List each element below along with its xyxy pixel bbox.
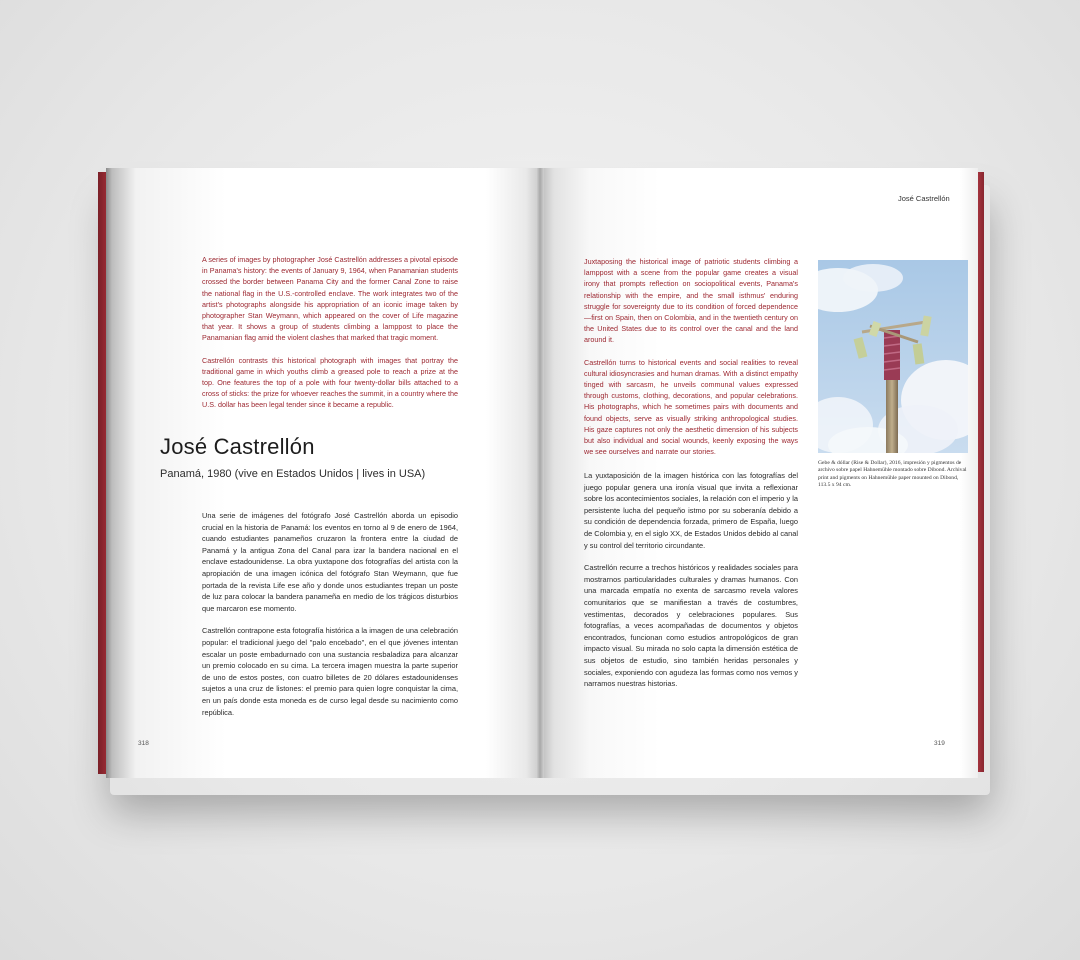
greased-pole-photo <box>818 260 968 453</box>
artist-name: José Castrellón <box>160 434 315 459</box>
artwork-photo <box>818 260 968 453</box>
page-number-left: 318 <box>138 740 149 747</box>
right-page <box>540 168 978 778</box>
left-page <box>106 168 540 778</box>
spanish-paragraph: Una serie de imágenes del fotógrafo José Castrellón aborda un episodio crucial en la historia de Panamá: los eventos en torno al 9 de enero de 1964, cuando estudiantes panameños cruzaron la frontera entre la ciudad de Panamá y la antigua Zona del Canal para izar la bandera nacional en el enclave estadounidense. La obra yuxtapone dos fotografías del artista con la apropiación de una imagen icónica del fotógrafo Stan Weymann, que fue portada de la revista Life ese año y donde unos estudiantes trepan un poste de luz para colocar la bandera panameña en medio de los trágicos disturbios que marcaron ese momento. <box>202 511 458 613</box>
running-head: José Castrellón <box>898 194 950 203</box>
artist-subtitle: Panamá, 1980 (vive en Estados Unidos | lives in USA) <box>160 468 426 480</box>
spanish-text-block-left <box>202 510 458 718</box>
english-paragraph: A series of images by photographer José Castrellón addresses a pivotal episode in Panama's history: the events of January 9, 1964, when Panamanian students crossed the border between Panama City and the former Canal Zone to raise the national flag in the U.S.-controlled enclave. The work integrates two of the artist's photographs alongside his appropriation of an iconic image taken by photographer Stan Weymann, which appeared on the cover of Life magazine that year. It shows a group of students climbing a lamppost to place the Panamanian flag amid the violent clashes that marked that tragic moment. <box>202 255 458 343</box>
artwork-caption: Gebe & dóllar (Rise & Dollar), 2016, impresión y pigmentos de archivo sobre papel Hahnemühle montado sobre Dibond. Archival print and pigments on Hahnemühle paper mounted on Dibond, 113.5 x 94 cm. <box>818 460 967 489</box>
english-text-block-right <box>584 256 798 457</box>
spanish-text-block-right <box>584 470 798 690</box>
english-paragraph: Castrellón contrasts this historical photograph with images that portray the traditional game in which youths climb a greased pole to reach a prize at the top. One features the top of a pole with four twenty-dollar bills attached to a cross of sticks: the prize for whoever reaches the summit, in a country where the U.S. dollar has been legal tender since it became a republic. <box>202 355 458 410</box>
english-paragraph: Castrellón turns to historical events and social realities to reveal cultural idiosyncrasies and human dramas. With a distinct empathy tinged with sarcasm, he unveils communal values expressed through customs, clothing, decorations, and popular celebrations. His photographs, which he sometimes pairs with documents and found objects, serve as visually striking anthropological studies. His gaze captures not only the aesthetic dimension of his subjects but also individual and social wounds, keenly exposing the ways we see ourselves and narrate our stories. <box>584 357 798 457</box>
page-number-right: 319 <box>934 740 945 747</box>
book-gutter <box>536 168 544 778</box>
spanish-paragraph: Castrellón contrapone esta fotografía histórica a la imagen de una celebración popular: el tradicional juego del "palo encebado", en el que jóvenes intentan escalar un poste embadurnado con una sustancia resbaladiza para alcanzar un premio colocado en su cima. La tercera imagen muestra la parte superior de uno de estos postes, con cuatro billetes de 20 dólares estadounidenses sujetos a una cruz de listones: el premio para quien logre conquistar la cima, en un país donde esta moneda es de curso legal desde su nacimiento como república. <box>202 626 458 717</box>
spanish-paragraph: Castrellón recurre a trechos históricos y realidades sociales para mostrarnos particularidades culturales y dramas humanos. Con una marcada empatía no exenta de sarcasmo revela valores comunitarios que se manifiestan a través de costumbres, vestimentas, decorados y celebraciones populares. Sus fotografías, a veces acompañadas de documentos y objetos encontrados, funcionan como estudios antropológicos de gran impacto visual. Su mirada no solo capta la dimensión estética de sus objetos de estudio, sino también heridas personales y sociales, exponiendo con agudeza las formas como nos vemos y narramos nuestras historias. <box>584 563 798 689</box>
english-paragraph: Juxtaposing the historical image of patriotic students climbing a lamppost with a scene from the popular game creates a visual irony that prompts reflection on sociopolitical events, Panama's relationship with the empire, and the small isthmus' enduring struggle for sovereignty due to its condition of forced dependence—first on Spain, then on Colombia, and in the twentieth century on the United States due to its control over the canal and the land around it. <box>584 257 798 345</box>
spanish-paragraph: La yuxtaposición de la imagen histórica con las fotografías del juego popular genera una ironía visual que invita a reflexionar sobre los acontecimientos sociales, la relación con el imperio y la persistente lucha del pequeño istmo por su soberanía debido a su condición de dependencia forzada, primero de España, luego de Colombia y, en el siglo XX, de Estados Unidos debido al canal y su control del territorio circundante. <box>584 471 798 550</box>
english-text-block-left <box>202 254 458 411</box>
